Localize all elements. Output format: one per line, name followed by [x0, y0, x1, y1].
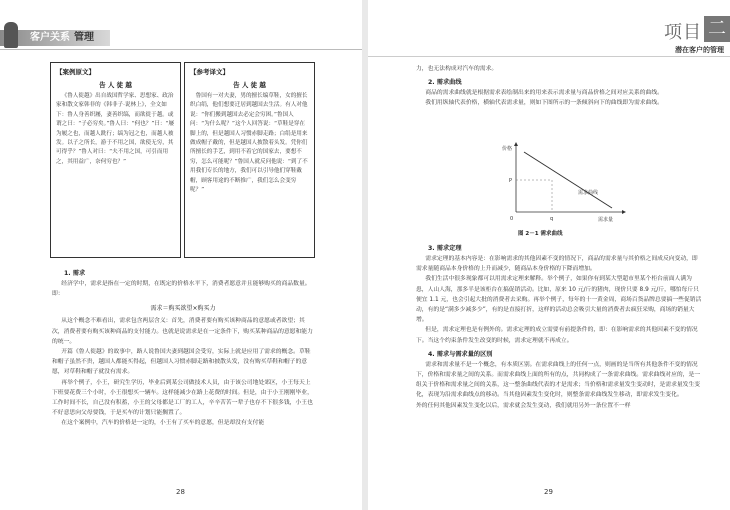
- project-subtitle: 潜在客户的管理: [675, 46, 724, 54]
- box-title: 告 人 徒 越: [233, 81, 266, 89]
- figure-caption: 图 2－1 需求曲线: [518, 231, 563, 237]
- paragraph: 力，也无法构成对汽车的需求。: [416, 66, 498, 72]
- paragraph: 再举个例子，小王，研究生学历，毕业后到某公司做技术人员，由于该公司地处郊区，小王每天上下班要花费三个小时，小王很想买一辆车。这样能减少在路上花费的时间。但是，由于小王刚刚毕业，工作时间不长，自己没有积蓄，小王的父母都是工厂的工人，辛辛苦苦一辈子也存不下很多钱，小王也不好意思向父母要钱，于是买车的计划只能搁置了。: [52, 379, 313, 417]
- left-page: [0, 0, 362, 510]
- page-number: 28: [176, 488, 185, 496]
- right-body-text-bottom: [416, 240, 702, 411]
- paragraph: 商品的需求曲线就是根据需求表绘制出来的用来表示需求量与商品价格之间对应关系的曲线。: [425, 90, 663, 97]
- x-axis-arrow-icon: [622, 210, 626, 214]
- left-body-text: [52, 265, 314, 429]
- header-divider: [368, 56, 730, 57]
- box-body: 《鲁人徙越》出自战国哲学家、思想家、政治家和散文家韩非的《韩非子·说林上》，全文如下：鲁人身善织屦，妻善织缟，而欲徙于越。或谓之曰：“子必穷矣。”鲁人曰：“何也？”曰：“屦为履之也，而越人跣行；缟为冠之也，而越人被发。以子之所长，游于不用之国，欲使无穷，其可得乎？”鲁人对曰：“夫不用之国，可引而用之，其用益广，奈何穷也？”: [56, 93, 174, 165]
- paragraph: 开篇《鲁人徙越》的故事中，路人说鲁国夫妻到越国会受穷，实际上就是应用了需求的概念。草鞋和帽子虽然不贵，越国人都能买得起，但越国人习惯赤脚走路和披散头发，没有购买草鞋和帽子的意愿，对草鞋和帽子就没有需求。: [52, 349, 311, 376]
- box-body: 鲁国有一对夫妻，男的擅长编草鞋，女的擅长织白绢，他们想要迁居到越国去生活。有人对他说：“你们搬到越国去必定会穷困。”鲁国人问：“为什么呢？”这个人回答说：“草鞋是穿在脚上的，但是越国人习惯赤脚走路；白绢是用来做成帽子戴的，但是越国人披散着头发。凭你们所擅长的手艺，到用不着它的国家去，要想不穷，怎么可能呢？”鲁国人就反问他说：“到了不用我们专长的地方，我们可以引导他们穿鞋戴帽，顾客用途的不断推广，我们怎么会变穷呢？”: [190, 93, 308, 194]
- box-label: 【案例原文】: [56, 68, 95, 76]
- book-subtitle: 管理: [74, 32, 94, 43]
- paragraph: 在这个案例中，汽车的价格是一定的，小王有了买车的意愿，但是却没有支付能: [61, 420, 265, 427]
- book-title: 客户关系: [30, 32, 70, 43]
- y-axis-label: 价格: [502, 146, 513, 152]
- paragraph: 需求定理的基本内容是：在影响需求的其他因素不变的情况下，商品的需求量与其价格之间成反向变动，即需求量随商品本身价格的上升而减少，随商品本身价格的下降而增加。: [416, 256, 698, 273]
- box-label: 【参考译文】: [190, 68, 229, 76]
- quantity-point-label: q: [550, 216, 554, 222]
- page-number: 29: [544, 488, 553, 496]
- demand-curve-chart: [500, 140, 630, 226]
- series-label: 需求曲线: [578, 190, 599, 196]
- paragraph: 经济学中，需求是指在一定的时期，在既定的价格水平下，消费者愿意并且能够购买的商品数量。即：: [52, 281, 311, 298]
- price-point-label: P: [509, 178, 513, 184]
- project-number: 二: [704, 16, 730, 42]
- paragraph: 我们生活中很多现象都可以用需求定理来解释。举个例子，如果你有到某大型超市里某个柜台前面人满为患，人山人海，那多半是该柜台在搞促销活动。比如，原来 10 元/斤的猪肉，现价只要 8.9 元/斤，哪怕每斤只便宜 1.1 元，也会引起大批的消费者去采购。再举个例子，每年的十一黄金周，商场百货品牌总要搞一些促销活动，有的是“满多少减多少”，有的是直接打折，这样的活动总会吸引大量的消费者去疯狂采购，商场的销量大增。: [416, 276, 702, 324]
- formula: 需求＝购买欲望×购买力: [150, 305, 216, 313]
- right-body-text-top: [416, 64, 702, 109]
- project-label: 项目: [664, 22, 702, 43]
- section-heading: 1. 需求: [64, 270, 86, 277]
- person-silhouette-icon: [4, 22, 18, 48]
- section-heading: 3. 需求定理: [428, 245, 462, 252]
- paragraph: 但是，需求定理也是有例外的。需求定理的成立需要有前提条件的，即：在影响需求的其他因素不变的情况下。当这个约束条件发生改变的时候，需求定理就不再成立。: [416, 327, 698, 344]
- section-heading: 2. 需求曲线: [428, 79, 462, 87]
- paragraph: 外的任何其他因素发生变化以后，需求就会发生变动，我们就用另外一条位置不一样: [416, 402, 631, 409]
- x-axis-label: 需求量: [598, 217, 614, 223]
- chapter-header: [30, 30, 94, 46]
- header-divider: [0, 49, 362, 50]
- section-heading: 4. 需求与需求量的区别: [428, 350, 493, 358]
- right-page: [368, 0, 730, 510]
- origin-label: 0: [510, 216, 514, 222]
- paragraph: 需求和需求量不是一个概念，有本质区别。在需求曲线上的任何一点，则画的是当所有其他条件不变的情况下，价格和需求量之间的关系。而需求曲线上面的所有的点，共同构成了一条需求曲线。需求曲线对应的，是一组关于价格和需求量之间的关系，这一整条曲线代表的才是需求；当价格和需求量发生变动时，是需求量发生变化，表现为沿需求曲线点的移动。当其他因素发生变化时，则整条需求曲线发生移动，即需求发生变化。: [416, 361, 701, 399]
- y-axis-arrow-icon: [514, 142, 518, 146]
- translation-box: [184, 62, 315, 258]
- paragraph: 从这个概念不难看出，需求包含两层含义：首先，消费者要有购买该种商品的意愿或者欲望；其次，消费者要有购买该种商品的支付能力。也就是说需求是在一定条件下，购买某种商品的意愿和能力的统一。: [52, 318, 313, 345]
- paragraph: 我们用纵轴代表价格，横轴代表需求量，则如下图所示的一条倾斜向下的曲线即为需求曲线。: [425, 100, 663, 107]
- box-title: 告 人 徒 越: [99, 81, 132, 89]
- original-case-box: [50, 62, 181, 258]
